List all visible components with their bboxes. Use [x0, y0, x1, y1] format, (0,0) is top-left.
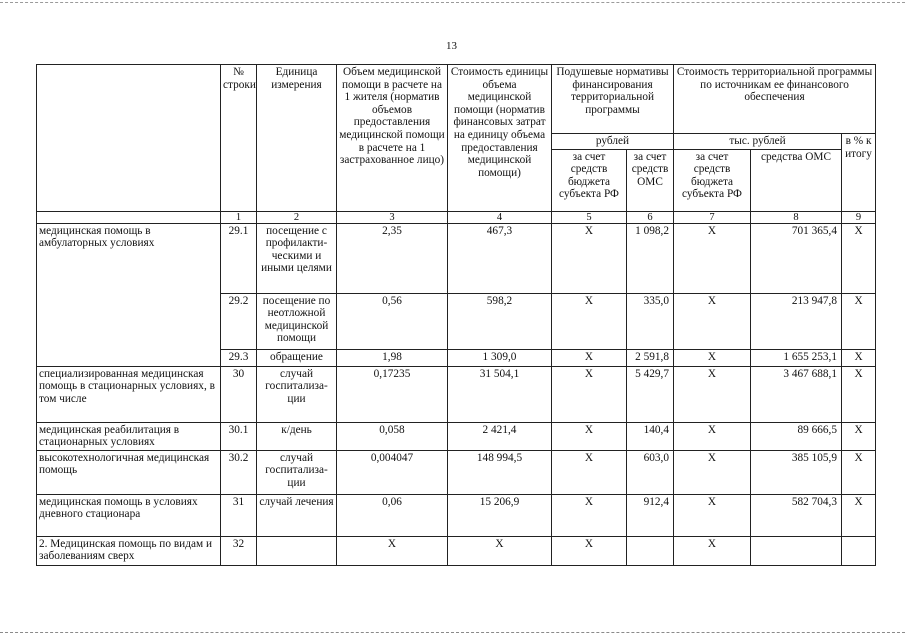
row-volume: 0,56: [337, 293, 448, 349]
financing-table: [36, 64, 876, 566]
row-oms-funds: 603,0: [627, 450, 674, 494]
row-number: 30: [221, 366, 257, 422]
row-oms-means: [751, 536, 842, 565]
row-budget-rf-2: Х: [674, 223, 751, 293]
header-row-no: № строки: [221, 65, 257, 212]
row-oms-funds: 140,4: [627, 422, 674, 450]
header-budget-rf: за счет средств бюджета субъекта РФ: [552, 149, 627, 211]
row-volume: 1,98: [337, 349, 448, 366]
row-percent: Х: [842, 450, 876, 494]
row-number: 29.3: [221, 349, 257, 366]
col-number-4: 4: [448, 211, 552, 223]
col-number-2: 2: [257, 211, 337, 223]
row-budget-rf-2: Х: [674, 293, 751, 349]
header-percent: в % к итогу: [842, 134, 876, 212]
scan-bottom-edge: [0, 632, 905, 633]
row-number: 29.1: [221, 223, 257, 293]
row-unit: посещение по неотложной медицинской помощи: [257, 293, 337, 349]
row-label: 2. Медицинская помощь по видам и заболеваниям сверх: [37, 536, 221, 565]
table-row: [37, 422, 876, 450]
row-unit: случай госпитализа-ции: [257, 450, 337, 494]
page-number: 13: [446, 40, 457, 52]
row-cost: 2 421,4: [448, 422, 552, 450]
row-number: 31: [221, 494, 257, 536]
col-number-3: 3: [337, 211, 448, 223]
row-volume: 0,004047: [337, 450, 448, 494]
row-oms-means: 701 365,4: [751, 223, 842, 293]
row-number: 30.2: [221, 450, 257, 494]
col-number-1: 1: [221, 211, 257, 223]
header-unit: Единица измерения: [257, 65, 337, 212]
header-row-1: [37, 65, 876, 134]
table-row: [37, 223, 876, 293]
col-number-blank: [37, 211, 221, 223]
row-oms-means: 385 105,9: [751, 450, 842, 494]
row-oms-means: 1 655 253,1: [751, 349, 842, 366]
row-label: специализированная медицинская помощь в стационарных условиях, в том числе: [37, 366, 221, 422]
row-label: медицинская реабилитация в стационарных условиях: [37, 422, 221, 450]
row-oms-means: 582 704,3: [751, 494, 842, 536]
row-unit: [257, 536, 337, 565]
row-number: 29.2: [221, 293, 257, 349]
row-budget-rf: Х: [552, 494, 627, 536]
header-budget-rf-2: за счет средств бюджета субъекта РФ: [674, 149, 751, 211]
row-volume: 2,35: [337, 223, 448, 293]
header-per-capita: Подушевые нормативы финансирования территориальной программы: [552, 65, 674, 134]
header-thous-rub: тыс. рублей: [674, 134, 842, 150]
row-volume: 0,058: [337, 422, 448, 450]
row-volume: Х: [337, 536, 448, 565]
row-cost: 148 994,5: [448, 450, 552, 494]
row-budget-rf: Х: [552, 536, 627, 565]
row-percent: Х: [842, 494, 876, 536]
row-cost: 1 309,0: [448, 349, 552, 366]
row-percent: Х: [842, 349, 876, 366]
col-number-9: 9: [842, 211, 876, 223]
row-unit: к/день: [257, 422, 337, 450]
row-unit: случай лечения: [257, 494, 337, 536]
row-oms-means: 3 467 688,1: [751, 366, 842, 422]
row-budget-rf: Х: [552, 293, 627, 349]
row-budget-rf-2: Х: [674, 422, 751, 450]
row-budget-rf-2: Х: [674, 536, 751, 565]
table-row: [37, 450, 876, 494]
row-oms-funds: 1 098,2: [627, 223, 674, 293]
row-percent: [842, 536, 876, 565]
row-oms-funds: [627, 536, 674, 565]
row-cost: 598,2: [448, 293, 552, 349]
row-unit: случай госпитализа-ции: [257, 366, 337, 422]
row-cost: 467,3: [448, 223, 552, 293]
header-oms-means: средства ОМС: [751, 149, 842, 211]
row-budget-rf: Х: [552, 349, 627, 366]
table-row: [37, 494, 876, 536]
row-budget-rf: Х: [552, 450, 627, 494]
header-cost: Стоимость единицы объема медицинской помощи (норматив финансовых затрат на единицу объема предоставления медицинской помощи): [448, 65, 552, 212]
row-label: медицинская помощь в условиях дневного стационара: [37, 494, 221, 536]
row-volume: 0,06: [337, 494, 448, 536]
row-number: 32: [221, 536, 257, 565]
row-budget-rf: Х: [552, 366, 627, 422]
row-cost: 31 504,1: [448, 366, 552, 422]
col-number-7: 7: [674, 211, 751, 223]
row-label: высокотехнологичная медицинская помощь: [37, 450, 221, 494]
row-budget-rf-2: Х: [674, 494, 751, 536]
header-label-cell: [37, 65, 221, 212]
col-number-8: 8: [751, 211, 842, 223]
row-oms-funds: 335,0: [627, 293, 674, 349]
row-cost: Х: [448, 536, 552, 565]
row-budget-rf: Х: [552, 223, 627, 293]
row-oms-means: 213 947,8: [751, 293, 842, 349]
row-percent: Х: [842, 422, 876, 450]
row-budget-rf-2: Х: [674, 349, 751, 366]
row-cost: 15 206,9: [448, 494, 552, 536]
row-oms-funds: 2 591,8: [627, 349, 674, 366]
col-number-6: 6: [627, 211, 674, 223]
scan-top-edge: [0, 2, 905, 3]
table-row: [37, 536, 876, 565]
row-budget-rf: Х: [552, 422, 627, 450]
col-number-5: 5: [552, 211, 627, 223]
row-unit: обращение: [257, 349, 337, 366]
row-budget-rf-2: Х: [674, 366, 751, 422]
header-rub: рублей: [552, 134, 674, 150]
row-budget-rf-2: Х: [674, 450, 751, 494]
row-oms-funds: 5 429,7: [627, 366, 674, 422]
table-row: [37, 366, 876, 422]
header-program-cost: Стоимость территориальной программы по источникам ее финансового обеспечения: [674, 65, 876, 134]
row-percent: Х: [842, 223, 876, 293]
row-percent: Х: [842, 366, 876, 422]
row-percent: Х: [842, 293, 876, 349]
row-number: 30.1: [221, 422, 257, 450]
row-oms-means: 89 666,5: [751, 422, 842, 450]
row-unit: посещение с профилакти-ческими и иными целями: [257, 223, 337, 293]
row-label: медицинская помощь в амбулаторных условиях: [37, 223, 221, 366]
row-volume: 0,17235: [337, 366, 448, 422]
column-number-row: [37, 211, 876, 223]
row-oms-funds: 912,4: [627, 494, 674, 536]
header-volume: Объем медицинской помощи в расчете на 1 жителя (норматив объемов предоставления медицинской помощи в расчете на 1 застрахованное лицо): [337, 65, 448, 212]
header-oms-funds: за счет средств ОМС: [627, 149, 674, 211]
